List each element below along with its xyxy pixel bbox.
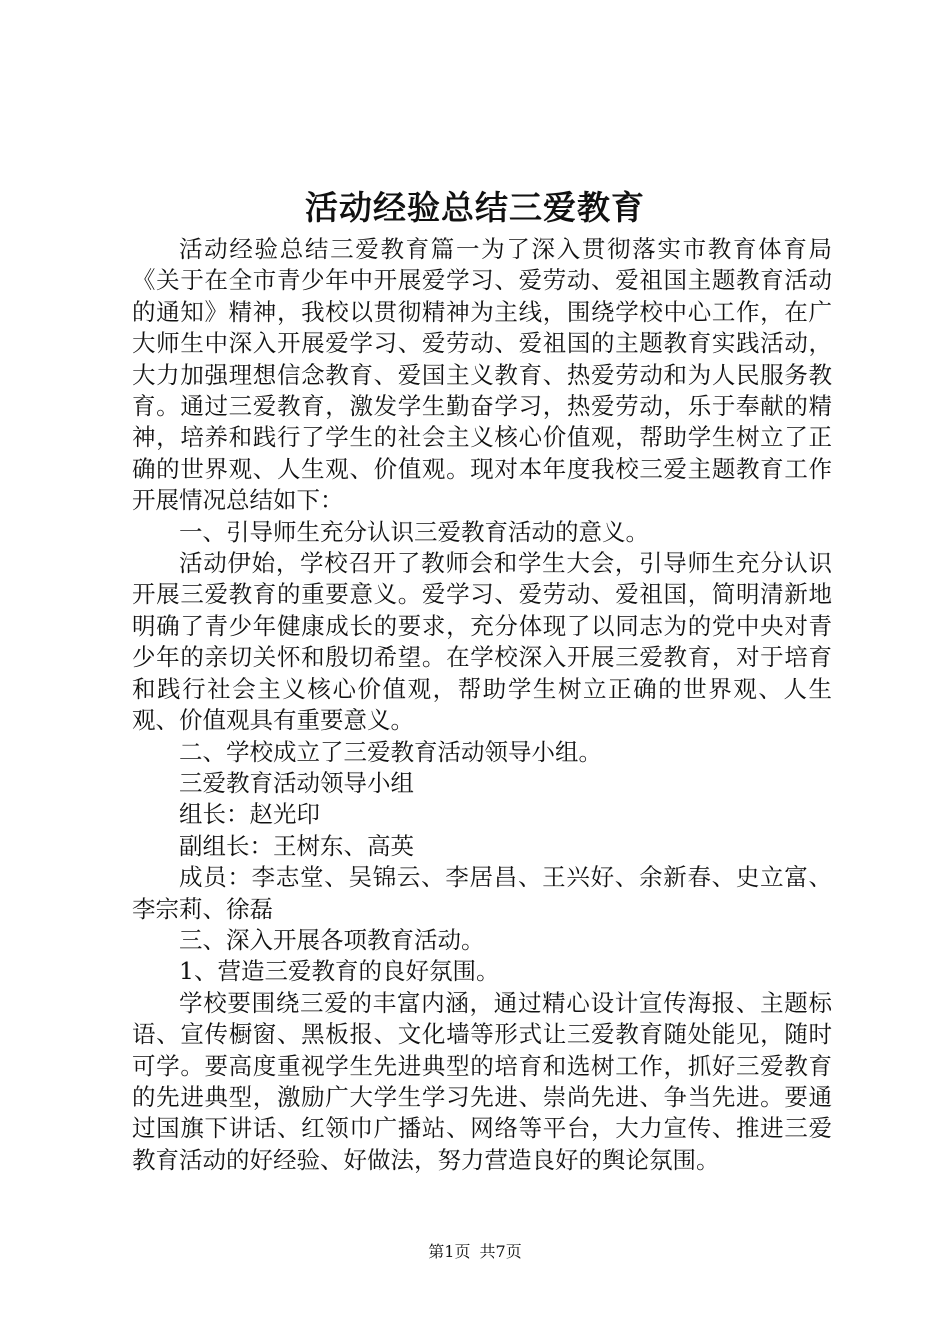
group-leader: 组长：赵光印 bbox=[179, 800, 320, 829]
document-body bbox=[132, 234, 832, 1176]
page-footer bbox=[0, 1240, 950, 1264]
page-number: 第1页 bbox=[428, 1242, 471, 1261]
section-heading-1: 一、引导师生充分认识三爱教育活动的意义。 bbox=[179, 517, 649, 546]
paragraph-subsection-1: 学校要围绕三爱的丰富内涵，通过精心设计宣传海报、主题标语、宣传橱窗、黑板报、文化墙等形式让三爱教育随处能见，随时可学。要高度重视学生先进典型的培育和选树工作，抓好三爱教育的先进典型，激励广大学生学习先进、崇尚先进、争当先进。要通过国旗下讲话、红领巾广播站、网络等平台，大力宣传、推进三爱教育活动的好经验、好做法，努力营造良好的舆论氛围。 bbox=[132, 988, 832, 1174]
paragraph-section-1: 活动伊始，学校召开了教师会和学生大会，引导师生充分认识开展三爱教育的重要意义。爱学习、爱劳动、爱祖国，简明清新地明确了青少年健康成长的要求，充分体现了以同志为的党中央对青少年的亲切关怀和殷切希望。在学校深入开展三爱教育，对于培育和践行社会主义核心价值观，帮助学生树立正确的世界观、人生观、价值观具有重要意义。 bbox=[132, 549, 832, 735]
page-total: 共7页 bbox=[479, 1242, 522, 1261]
paragraph-intro: 活动经验总结三爱教育篇一为了深入贯彻落实市教育体育局《关于在全市青少年中开展爱学习、爱劳动、爱祖国主题教育活动的通知》精神，我校以贯彻精神为主线，围绕学校中心工作，在广大师生中深入开展爱学习、爱劳动、爱祖国的主题教育实践活动，大力加强理想信念教育、爱国主义教育、热爱劳动和为人民服务教育。通过三爱教育，激发学生勤奋学习，热爱劳动，乐于奉献的精神，培养和践行了学生的社会主义核心价值观，帮助学生树立了正确的世界观、人生观、价值观。现对本年度我校三爱主题教育工作开展情况总结如下： bbox=[132, 235, 832, 515]
group-deputy-leaders: 副组长：王树东、高英 bbox=[179, 831, 414, 860]
subsection-heading-1: 1、营造三爱教育的良好氛围。 bbox=[179, 957, 500, 986]
section-heading-2: 二、学校成立了三爱教育活动领导小组。 bbox=[179, 737, 602, 766]
group-name: 三爱教育活动领导小组 bbox=[179, 768, 414, 797]
document-title: 活动经验总结三爱教育 bbox=[305, 188, 645, 227]
group-members: 成员：李志堂、吴锦云、李居昌、王兴好、余新春、史立富、李宗莉、徐磊 bbox=[132, 863, 832, 923]
section-heading-3: 三、深入开展各项教育活动。 bbox=[179, 925, 485, 954]
